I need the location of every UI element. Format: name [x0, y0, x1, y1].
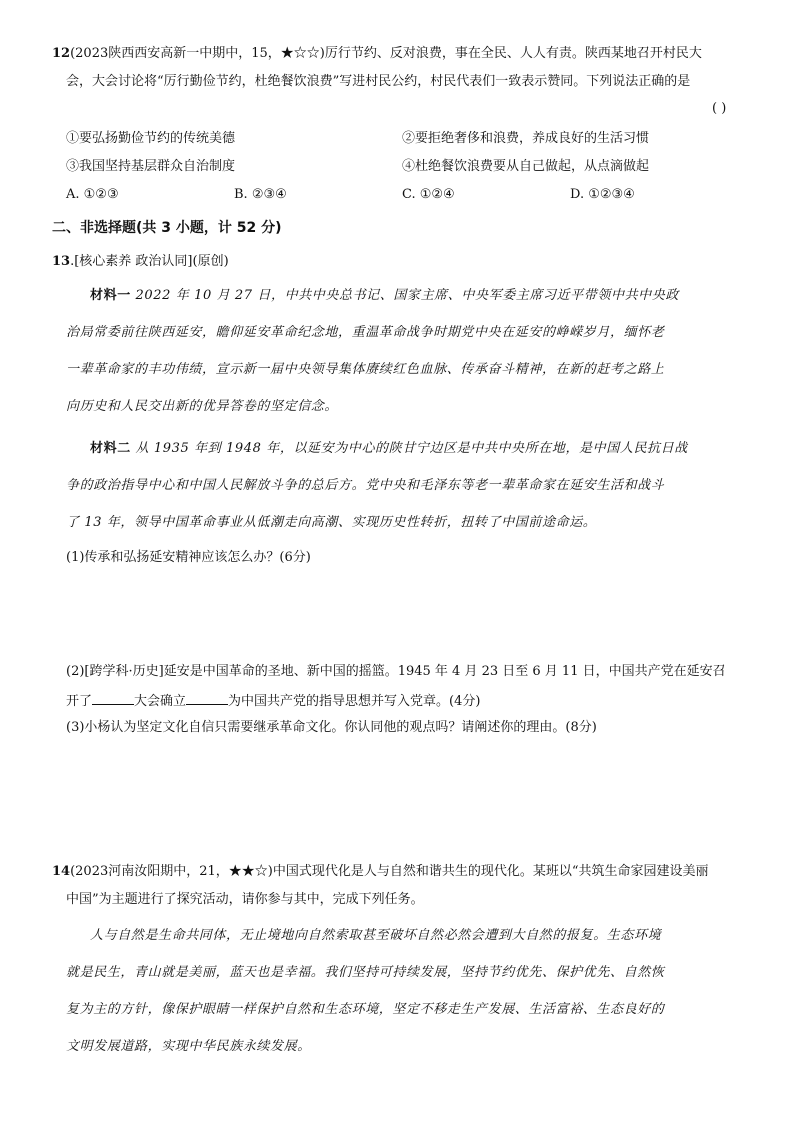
- q14-stem-2: 中国”为主题进行了探究活动，请你参与其中，完成下列任务。: [66, 892, 424, 907]
- q13-material2-text-3: 了 13 年，领导中国革命事业从低潮走向高潮、实现历史性转折，扭转了中国前途命运。: [66, 515, 597, 530]
- q13-material1-text-2: 治局常委前往陕西延安，瞻仰延安革命纪念地，重温革命战争时期党中央在延安的峥嵘岁月，缅怀老: [66, 325, 665, 340]
- q14-line1: [52, 862, 709, 882]
- q13-number: 13: [52, 254, 71, 269]
- q14-number: 14: [52, 864, 71, 879]
- q13-sub2-line1: (2)[跨学科·历史]延安是中国革命的圣地、新中国的摇篮。1945 年 4 月 23 日至 6 月 11 日，中国共产党在延安召: [66, 664, 726, 679]
- q13-sub2-line2: [66, 690, 480, 712]
- q13-material2-text-2: 争的政治指导中心和中国人民解放斗争的总后方。党中央和毛泽东等老一辈革命家在延安生活和战斗: [66, 478, 665, 493]
- q14-material-text-2: 就是民生，青山就是美丽，蓝天也是幸福。我们坚持可持续发展，坚持节约优先、保护优先、自然恢: [66, 965, 665, 980]
- q13-material2-text-1: 从 1935 年到 1948 年，以延安为中心的陕甘宁边区是中共中央所在地，是中国人民抗日战: [130, 441, 688, 456]
- q13-material2-line1: [90, 439, 688, 459]
- q12-statement-4: ④杜绝餐饮浪费要从自己做起，从点滴做起: [402, 159, 650, 174]
- q14-material-text-4: 文明发展道路，实现中华民族永续发展。: [66, 1039, 311, 1054]
- q12-line1: [52, 44, 702, 64]
- q13-answer-blank-1[interactable]: [92, 690, 134, 705]
- q13-material1-text-4: 向历史和人民交出新的优异答卷的坚定信念。: [66, 399, 339, 414]
- q13-material1-text-3: 一辈革命家的丰功伟绩，宣示新一届中央领导集体赓续红色血脉、传承奋斗精神，在新的赶考之路上: [66, 362, 665, 377]
- q12-number: 12: [52, 46, 71, 61]
- q14-stem-1: (2023河南汝阳期中，21，★★☆)中国式现代化是人与自然和谐共生的现代化。某班以“共筑生命家园建设美丽: [70, 864, 709, 879]
- q13-sub3: (3)小杨认为坚定文化自信只需要继承革命文化。你认同他的观点吗？请阐述你的理由。(8分): [66, 720, 597, 735]
- section-2-title: 二、非选择题(共 3 小题，计 52 分): [52, 220, 282, 236]
- q12-statement-1: ①要弘扬勤俭节约的传统美德: [66, 131, 236, 146]
- q13-sub2-text-c: 为中国共产党的指导思想并写入党章。(4分): [228, 694, 481, 709]
- q12-answer-paren: ( ): [712, 101, 727, 116]
- q12-stem-1: (2023陕西西安高新一中期中，15，★☆☆)厉行节约、反对浪费，事在全民、人人有责。陕西某地召开村民大: [70, 46, 702, 61]
- q14-material-text-1: 人与自然是生命共同体，无止境地向自然索取甚至破坏自然必然会遭到大自然的报复。生态环境: [90, 928, 662, 943]
- q13-material1-label: 材料一: [90, 288, 131, 303]
- q13-answer-blank-2[interactable]: [186, 690, 228, 705]
- q12-option-c: C. ①②④: [402, 187, 455, 202]
- q13-material2-label: 材料二: [90, 441, 131, 456]
- q12-stem-2: 会，大会讨论将“厉行勤俭节约，杜绝餐饮浪费”写进村民公约，村民代表们一致表示赞同。下列说法正确的是: [66, 74, 691, 89]
- q13-material1-text-1: 2022 年 10 月 27 日，中共中央总书记、国家主席、中央军委主席习近平带领中共中央政: [130, 288, 679, 303]
- q12-statement-3: ③我国坚持基层群众自治制度: [66, 159, 236, 174]
- q13-sub1: (1)传承和弘扬延安精神应该怎么办？(6分): [66, 550, 311, 565]
- q12-option-a: A. ①②③: [66, 187, 119, 202]
- q13-header: [52, 252, 229, 272]
- q14-material-text-3: 复为主的方针，像保护眼睛一样保护自然和生态环境，坚定不移走生产发展、生活富裕、生态良好的: [66, 1002, 665, 1017]
- q12-option-b: B. ②③④: [234, 187, 287, 202]
- q12-statement-2: ②要拒绝奢侈和浪费，养成良好的生活习惯: [402, 131, 650, 146]
- q13-sub2-text-b: 大会确立: [134, 694, 187, 709]
- q13-material1-line1: [90, 286, 679, 306]
- q13-tag: .[核心素养 政治认同](原创): [70, 254, 229, 269]
- q12-option-d: D. ①②③④: [570, 187, 635, 202]
- q13-sub2-text-a: 开了: [66, 694, 93, 709]
